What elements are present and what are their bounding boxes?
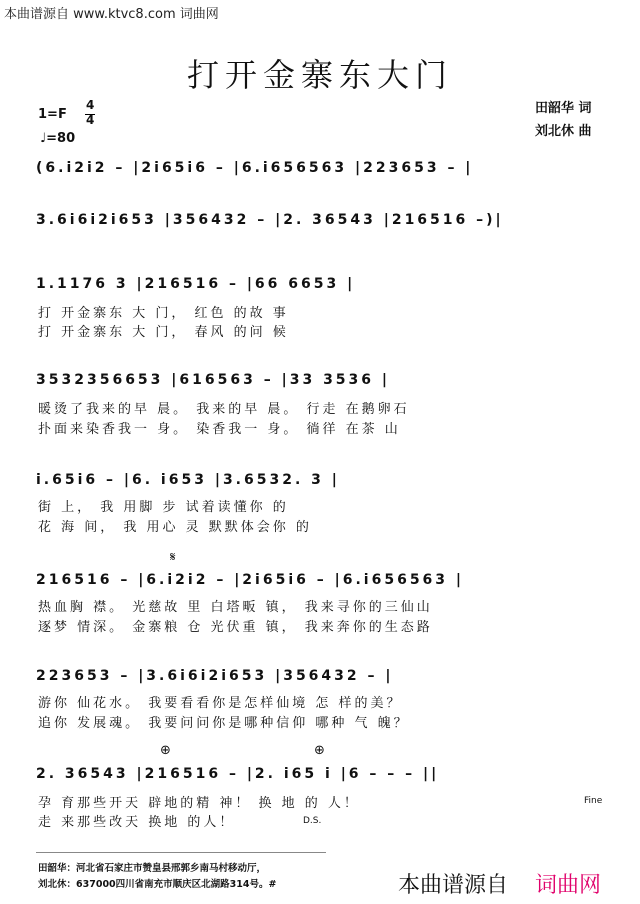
score-line-2: 3.6i6i2i653 |356432 – |2. 36543 |216516 –)|: [36, 212, 504, 228]
lyric-line-5-verse2: 花 海 间， 我 用心 灵 默默体会你 的: [38, 520, 312, 535]
coda-mark-2: ⊕: [314, 743, 325, 758]
tempo-marking: ♩=80: [40, 131, 76, 146]
score-line-5: i.65i6 – |6. i653 |3.6532. 3 |: [36, 472, 340, 488]
lyric-line-6-verse2: 逐梦 情深。 金寨粮 仓 光伏重 镇， 我来奔你的生态路: [38, 620, 433, 635]
score-line-3: 1.1176 3 |216516 – |66 6653 |: [36, 276, 356, 292]
ds-mark: D.S.: [303, 816, 322, 826]
score-line-8: 2. 36543 |216516 – |2. i65 i |6 – – – ||: [36, 766, 440, 782]
lyric-line-7-verse2: 追你 发展魂。 我要问问你是哪种信仰 哪种 气 魄？: [38, 716, 410, 731]
score-line-7: 223653 – |3.6i6i2i653 |356432 – |: [36, 668, 394, 684]
composer-credit: 刘北休 曲: [535, 124, 592, 139]
lyric-line-4-verse1: 暖烫了我来的早 晨。 我来的早 晨。 行走 在鹅卵石: [38, 402, 410, 417]
watermark-brand: 词曲网: [535, 873, 602, 898]
score-line-1: (6.i2i2 – |2i65i6 – |6.i656563 |223653 – |: [36, 160, 474, 176]
lyric-line-8-verse2: 走 来那些改天 换地 的人！: [38, 815, 236, 830]
lyric-line-5-verse1: 街 上， 我 用脚 步 试着读懂你 的: [38, 500, 289, 515]
coda-mark-1: ⊕: [160, 743, 171, 758]
segno-mark: 𝄋: [170, 550, 176, 565]
lyric-line-6-verse1: 热血胸 襟。 光慈故 里 白塔畈 镇， 我来寻你的三仙山: [38, 600, 433, 615]
score-line-4: 3532356653 |616563 – |33 3536 |: [36, 372, 391, 388]
footer-address-lyricist: 田韶华：河北省石家庄市赞皇县邢郭乡南马村移动厅，: [38, 863, 267, 874]
time-signature-bottom: 4: [86, 113, 95, 127]
watermark-text: 本曲谱源自: [398, 873, 509, 898]
lyric-line-7-verse1: 游你 仙花水。 我要看看你是怎样仙境 怎 样的美？: [38, 696, 403, 711]
footer-address-composer: 刘北休：637000四川省南充市顺庆区北湖路314号。#: [38, 879, 277, 890]
lyric-line-8-verse1: 孕 育那些开天 辟地的精 神！ 换 地 的 人！: [38, 796, 360, 811]
fine-mark: Fine: [584, 796, 603, 806]
lyricist-credit: 田韶华 词: [535, 101, 592, 116]
lyric-line-3-verse1: 打 开金寨东 大 门， 红色 的故 事: [38, 306, 289, 321]
lyric-line-4-verse2: 扑面来染香我一 身。 染香我一 身。 徜徉 在茶 山: [38, 422, 401, 437]
song-title: 打开金寨东大门: [186, 56, 453, 94]
lyric-line-3-verse2: 打 开金寨东 大 门， 春风 的问 候: [38, 325, 289, 340]
site-header-text: 本曲谱源自 www.ktvc8.com 词曲网: [4, 7, 219, 22]
score-line-6: 216516 – |6.i2i2 – |2i65i6 – |6.i656563 |: [36, 572, 465, 588]
key-signature: 1=F: [38, 107, 67, 122]
footer-divider: [36, 852, 326, 853]
time-signature-top: 4: [86, 98, 95, 112]
